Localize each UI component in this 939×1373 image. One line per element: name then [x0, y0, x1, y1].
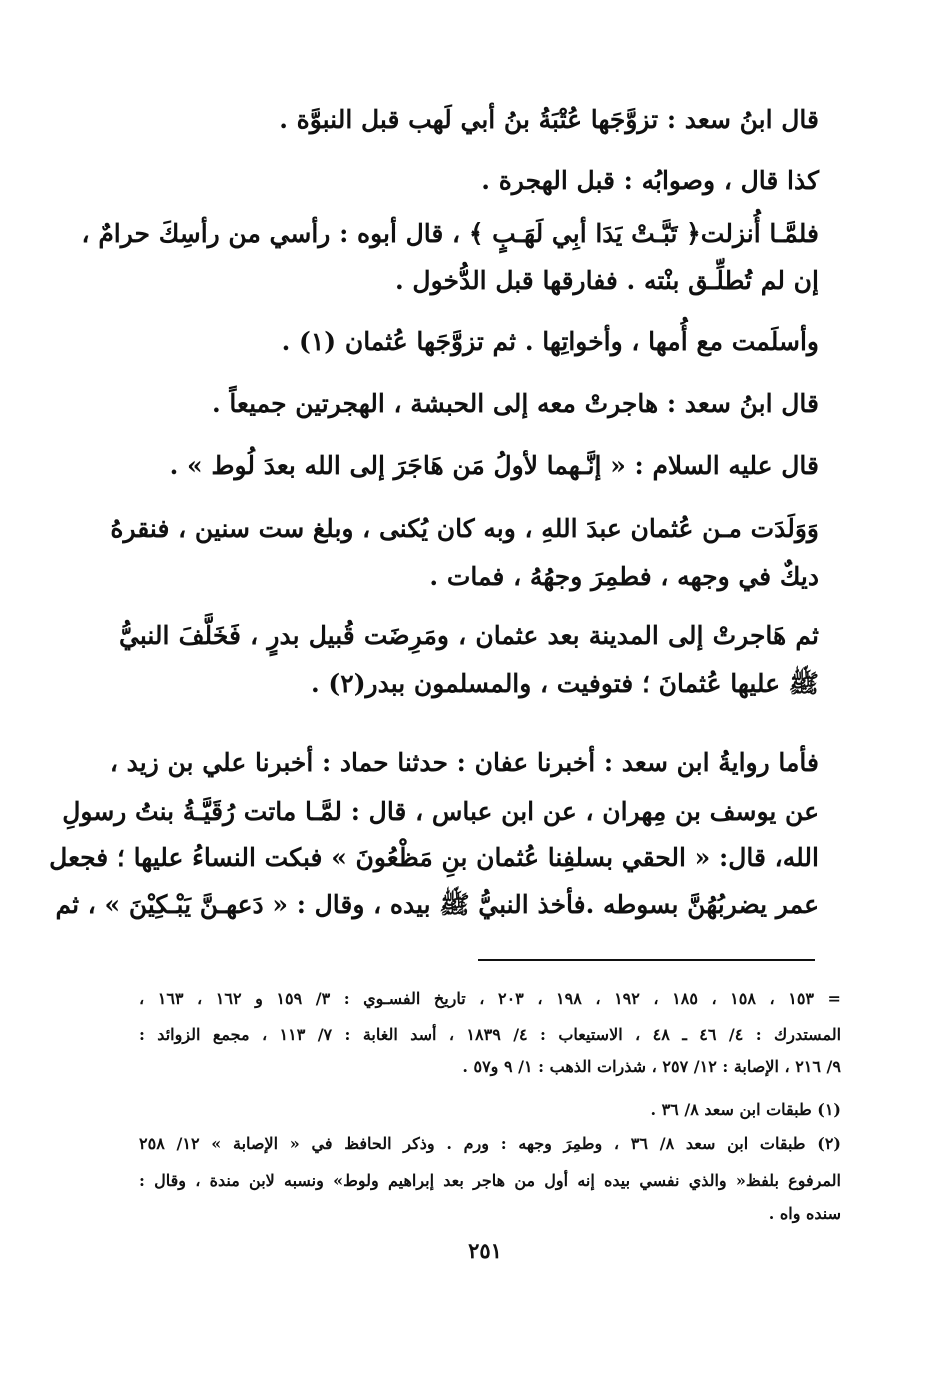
- body-line-12: فأما روايةُ ابن سعد : أخبرنا عفان : حدثنا حماد : أخبرنا علي بن زيد ،: [109, 748, 819, 777]
- body-line-2: كذا قال ، وصوابُه : قبل الهجرة .: [481, 166, 819, 195]
- footnote-1: (١) طبقات ابن سعد ٨/ ٣٦ .: [650, 1100, 841, 1119]
- footnote-separator: [478, 959, 815, 961]
- body-line-11: ﷺ عليها عُثمانَ ؛ فتوفيت ، والمسلمون ببدر(٢) .: [311, 669, 819, 698]
- footnote-2-end: سنده واه .: [768, 1204, 841, 1223]
- page-number: ٢٥١: [468, 1238, 502, 1263]
- body-line-8: وَوَلَدَت مـن عُثمان عبدَ اللهِ ، وبه كان يُكنى ، وبلغ ست سنين ، فنقرهُ: [110, 514, 819, 543]
- footnote-line-3: ٩/ ٢١٦ ، الإصابة : ١٢/ ٢٥٧ ، شذرات الذهب : ١/ ٩ و٥٧ .: [462, 1057, 841, 1076]
- footnote-line-2: المستدرك : ٤/ ٤٦ ـ ٤٨ ، الاستيعاب : ٤/ ١٨٣٩ ، أسد الغابة : ٧/ ١١٣ ، مجمع الزوائد :: [139, 1025, 842, 1044]
- body-line-13: عن يوسف بن مِهران ، عن ابن عباس ، قال : لمَّـا ماتت رُقَيَّـةُ بنتُ رسولِ: [62, 797, 819, 826]
- body-line-7: قال عليه السلام : « إنَّـهما لأولُ مَن هَاجَرَ إلى الله بعدَ لُوط » .: [169, 451, 819, 480]
- body-line-5: وأسلَمت مع أُمها ، وأخواتِها . ثم تزوَّجَها عُثمان (١) .: [281, 327, 819, 356]
- footnote-line-1: = ١٥٣ ، ١٥٨ ، ١٨٥ ، ١٩٢ ، ١٩٨ ، ٢٠٣ ، تاريخ الفسـوي : ٣/ ١٥٩ و ١٦٢ ، ١٦٣ ،: [139, 989, 841, 1008]
- body-line-9: ديكٌ في وجهه ، فطمِرَ وجهُهُ ، فمات .: [429, 562, 819, 591]
- body-line-3: فلمَّـا أُنزلت﴿ تَبَّـتْ يَدَا أبِي لَهَـبٍ ﴾ ، قال أبوه : رأسي من رأسِكَ حرامٌ ،: [81, 219, 819, 248]
- body-line-4: إن لم تُطلِّـق بنْته . ففارقها قبل الدُّخول .: [395, 266, 819, 295]
- body-line-15: عمر يضربُهُنَّ بسوطه .فأخذ النبيُّ ﷺ بيده ، وقال : « دَعهـنَّ يَبْـكِيْنَ » ، ثم: [55, 890, 819, 919]
- footnote-2-cont: المرفوع بلفظ« والذي نفسي بيده إنه أول من هاجر بعد إبراهيم ولوط» ونسبه لابن مندة ، وقال :: [139, 1171, 842, 1190]
- body-line-6: قال ابنُ سعد : هاجرتْ معه إلى الحبشة ، الهجرتين جميعاً .: [211, 389, 819, 418]
- body-line-10: ثم هَاجرتْ إلى المدينة بعد عثمان ، ومَرِضَت قُبيل بدرٍ ، فَخَلَّفَ النبيُّ: [119, 621, 819, 650]
- body-line-1: قال ابنُ سعد : تزوَّجَها عُتْبَةُ بنُ أبي لَهب قبل النبوَّة .: [279, 105, 819, 134]
- body-line-14: الله، قال: « الحقي بسلفِنا عُثمان بنِ مَظْعُونَ » فبكت النساءُ عليها ؛ فجعل: [49, 843, 819, 872]
- footnote-2: (٢) طبقات ابن سعد ٨/ ٣٦ ، وطمِرَ وجهه : ورم . وذكر الحافظ في « الإصابة » ١٢/ ٢٥٨: [139, 1134, 841, 1153]
